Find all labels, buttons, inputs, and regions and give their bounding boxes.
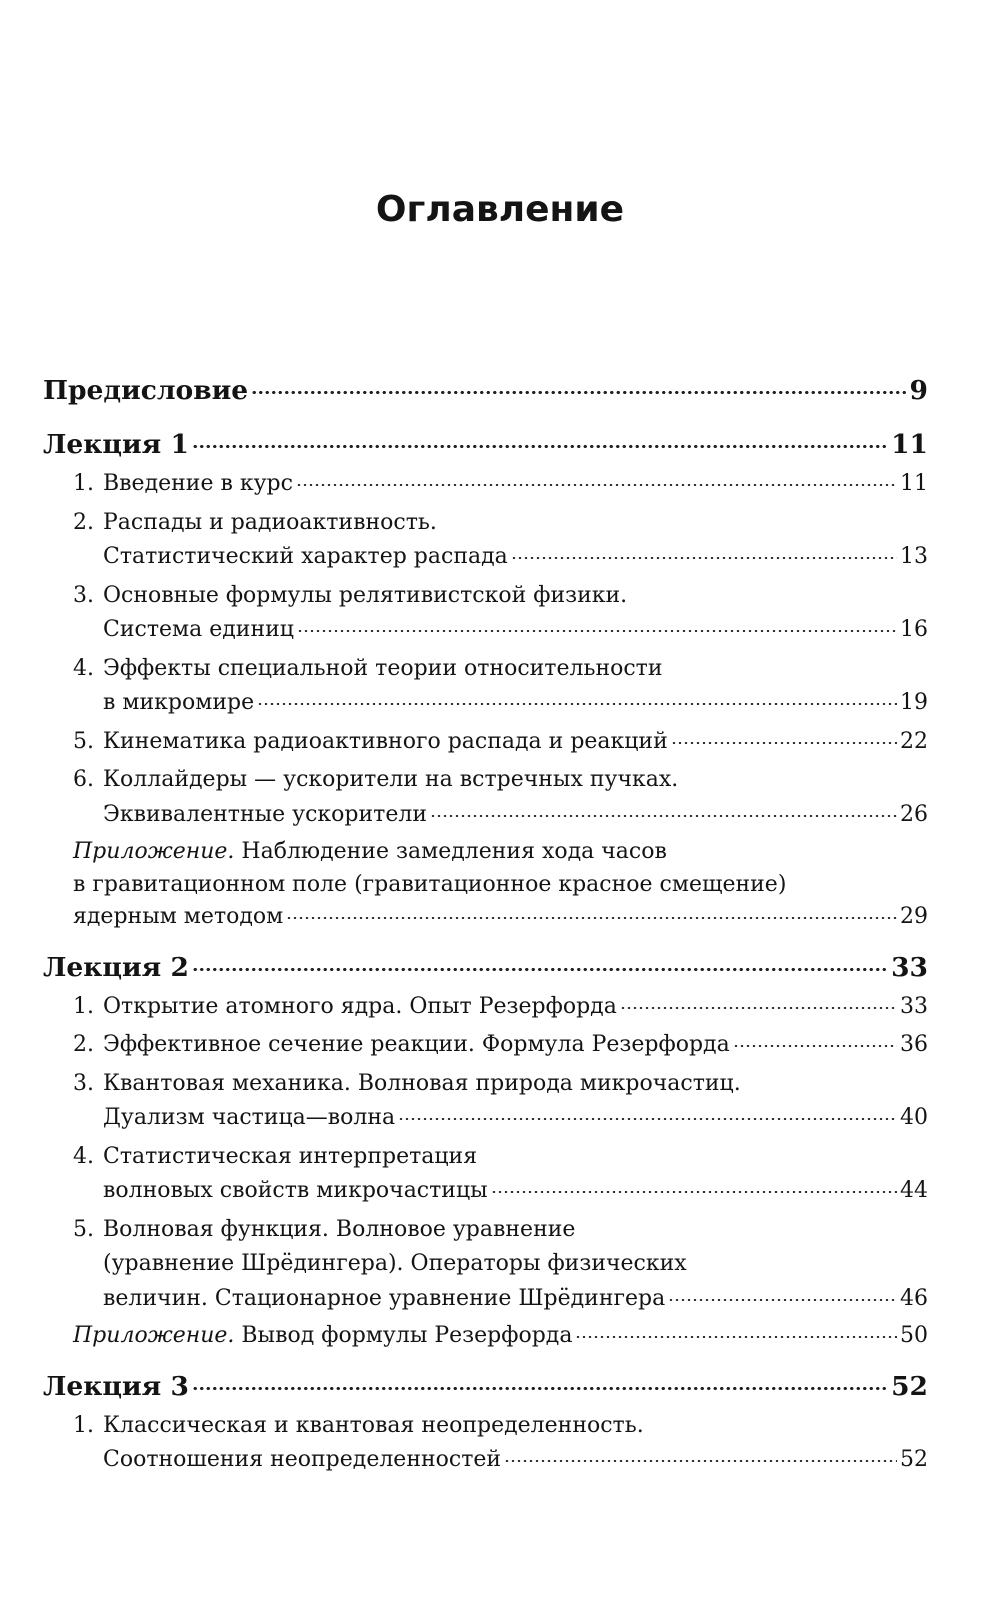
toc-section-entry — [43, 990, 928, 1025]
toc-section-line: Дуализм частица—волна — [103, 1105, 396, 1130]
toc-section-number: 6. — [73, 767, 94, 792]
dot-leader — [192, 968, 888, 971]
toc-section-number: 4. — [73, 1143, 94, 1169]
toc-section-number: 5. — [73, 1216, 94, 1242]
toc-section-line: Распады и радиоактивность. — [103, 509, 437, 535]
toc-section-body — [103, 1213, 928, 1317]
toc-section-body — [103, 467, 928, 502]
toc-section-number: 1. — [73, 993, 94, 1019]
toc-section-line: Введение в курс — [103, 471, 293, 496]
toc-last-line — [43, 372, 928, 410]
toc-part-title: Лекция 2 — [43, 951, 189, 983]
toc-section-body — [103, 579, 928, 648]
toc-appendix-line: в гравитационном поле (гравитационное красное смещение) — [73, 871, 787, 897]
toc-section-body — [103, 990, 928, 1025]
dot-leader — [620, 1007, 897, 1009]
toc-section-entry — [43, 725, 928, 760]
appendix-label: Приложение. — [73, 839, 235, 864]
toc-part-title: Лекция 3 — [43, 1370, 189, 1402]
toc-section-number: 4. — [73, 655, 94, 681]
toc-section-entry — [43, 1140, 928, 1209]
toc-last-line — [103, 1174, 928, 1209]
dot-leader — [511, 557, 897, 559]
toc-appendix-line: ядерным методом — [73, 904, 284, 929]
toc-section-body — [103, 1067, 928, 1136]
toc-appendix-text: Наблюдение замедления хода часов — [241, 839, 667, 864]
dot-leader — [504, 1460, 897, 1462]
dot-leader — [192, 1387, 888, 1390]
dot-leader — [668, 1299, 897, 1301]
toc-last-line — [43, 1368, 928, 1406]
toc-page-number: 44 — [900, 1178, 928, 1203]
toc-part-title: Лекция 1 — [43, 429, 189, 460]
toc-appendix-body — [73, 1320, 928, 1353]
toc-last-line — [103, 1101, 928, 1136]
toc-section-line: величин. Стационарное уравнение Шрёдингера — [103, 1285, 666, 1311]
toc-section-entry — [43, 467, 928, 502]
toc-section-entry — [43, 579, 928, 648]
toc-last-line — [103, 613, 928, 648]
toc-section-line: Статистический характер распада — [103, 544, 508, 569]
toc-page-number: 11 — [900, 471, 928, 496]
toc-section-entry — [43, 506, 928, 575]
toc-section-line: Эффекты специальной теории относительности — [103, 655, 663, 681]
toc-last-line — [103, 798, 928, 833]
toc-last-line — [43, 949, 928, 987]
toc-page-number: 36 — [900, 1032, 928, 1057]
toc-section-number: 2. — [73, 1032, 94, 1057]
toc-section-line: Эффективное сечение реакции. Формула Резерфорда — [103, 1032, 730, 1057]
toc-page-number: 33 — [891, 951, 928, 983]
toc-appendix-body — [73, 836, 928, 934]
toc-page-number: 11 — [891, 429, 928, 460]
dot-leader — [398, 1118, 897, 1120]
toc-part-title: Предисловие — [43, 375, 249, 406]
toc-section-line: Коллайдеры — ускорители на встречных пучках. — [103, 767, 679, 792]
dot-leader — [430, 815, 897, 817]
toc-section-line: Система единиц — [103, 617, 294, 642]
toc-last-line — [103, 686, 928, 721]
toc-section-body — [103, 506, 928, 575]
toc-section-line: Квантовая механика. Волновая природа микрочастиц. — [103, 1070, 741, 1096]
toc-section-body — [103, 1140, 928, 1209]
toc-page-number: 9 — [909, 375, 928, 406]
toc-section-entry — [43, 1067, 928, 1136]
appendix-label: Приложение. — [73, 1323, 235, 1348]
page-title: Оглавление — [375, 189, 625, 230]
toc-page-number: 29 — [900, 904, 928, 929]
toc-section-line: Кинематика радиоактивного распада и реакций — [103, 728, 668, 754]
dot-leader — [671, 742, 897, 744]
toc-section-line: (уравнение Шрёдингера). Операторы физических — [103, 1251, 687, 1276]
toc-section-body — [103, 725, 928, 760]
toc-section-number: 1. — [73, 1412, 94, 1438]
toc-section-body — [103, 652, 928, 721]
dot-leader — [192, 445, 888, 448]
toc-section-line: Соотношения неопределенностей — [103, 1447, 502, 1472]
toc-section-number: 1. — [73, 471, 94, 496]
toc-appendix-text: Вывод формулы Резерфорда — [241, 1323, 573, 1348]
toc-last-line — [103, 725, 928, 760]
toc-section-line: Основные формулы релятивистской физики. — [103, 582, 628, 608]
toc-page-number: 33 — [900, 993, 928, 1019]
toc-section-number: 3. — [73, 1070, 94, 1096]
toc-section-number: 3. — [73, 582, 94, 608]
toc-last-line — [73, 901, 928, 934]
toc-last-line — [43, 426, 928, 464]
toc-page-number: 52 — [891, 1370, 928, 1402]
toc-last-line — [103, 990, 928, 1025]
toc-appendix-entry — [43, 1320, 928, 1353]
toc-last-line — [103, 540, 928, 575]
dot-leader — [491, 1191, 897, 1193]
toc-section-line: Волновая функция. Волновое уравнение — [103, 1216, 576, 1242]
dot-leader — [297, 630, 897, 632]
dot-leader — [257, 703, 897, 705]
toc-part-entry — [43, 949, 928, 987]
toc-page-number: 13 — [900, 544, 928, 569]
toc-page-number: 16 — [900, 617, 928, 642]
toc-last-line — [103, 1028, 928, 1063]
toc-section-number: 5. — [73, 728, 94, 754]
toc-section-body — [103, 1409, 928, 1478]
toc-section-body — [103, 763, 928, 832]
toc-page-number: 52 — [900, 1447, 928, 1472]
table-of-contents — [43, 372, 928, 1478]
toc-page-number: 22 — [900, 728, 928, 754]
toc-part-entry — [43, 372, 928, 410]
toc-section-entry — [43, 1028, 928, 1063]
toc-last-line — [103, 1443, 928, 1478]
toc-section-body — [103, 1028, 928, 1063]
toc-appendix-entry — [43, 836, 928, 934]
toc-page-number: 19 — [900, 690, 928, 715]
toc-section-entry — [43, 763, 928, 832]
toc-appendix-line — [73, 836, 928, 869]
toc-section-entry — [43, 1409, 928, 1478]
dot-leader — [733, 1045, 897, 1047]
toc-last-line — [73, 1320, 928, 1353]
toc-section-line: волновых свойств микрочастицы — [103, 1178, 488, 1203]
toc-section-number: 2. — [73, 509, 94, 535]
dot-leader — [286, 917, 897, 919]
toc-page-number: 26 — [900, 801, 928, 827]
toc-section-line: Открытие атомного ядра. Опыт Резерфорда — [103, 993, 617, 1019]
toc-part-entry — [43, 1368, 928, 1406]
toc-section-entry — [43, 1213, 928, 1317]
toc-section-line: Статистическая интерпретация — [103, 1143, 478, 1169]
toc-page-number: 40 — [900, 1105, 928, 1130]
toc-section-line: в микромире — [103, 690, 255, 715]
toc-page-number: 50 — [900, 1323, 928, 1348]
toc-last-line — [103, 467, 928, 502]
dot-leader — [575, 1336, 897, 1338]
toc-section-line: Эквивалентные ускорители — [103, 801, 427, 827]
toc-appendix-line — [73, 1320, 572, 1353]
toc-section-line: Классическая и квантовая неопределенность. — [103, 1412, 644, 1438]
toc-last-line — [103, 1282, 928, 1317]
toc-section-entry — [43, 652, 928, 721]
toc-page-number: 46 — [900, 1285, 928, 1311]
dot-leader — [251, 391, 906, 394]
dot-leader — [296, 484, 897, 486]
toc-part-entry — [43, 426, 928, 464]
